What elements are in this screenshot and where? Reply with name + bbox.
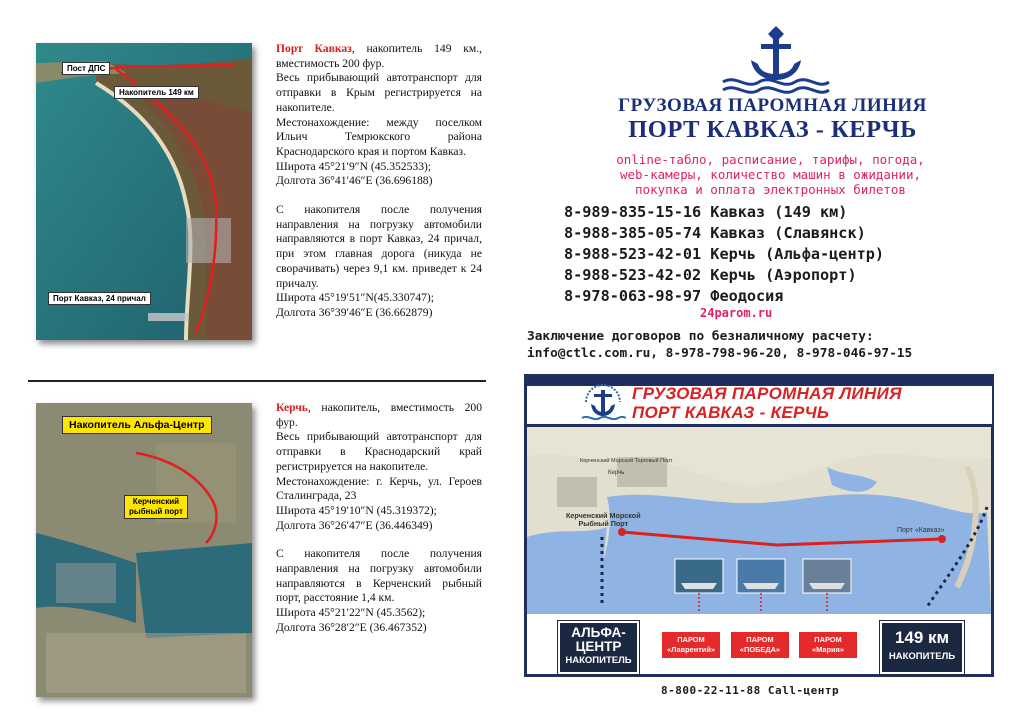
- map-label-trade-port: Керченский Морской Торговый Порт: [580, 458, 673, 464]
- map-label-port-kavkaz: Порт «Кавказ»: [897, 527, 945, 534]
- alfa-title-line1: АЛЬФА-: [571, 625, 626, 640]
- location-paragraph: Местонахождение: г. Керчь, ул. Героев Сталинграда, 23: [276, 474, 482, 503]
- main-title-line2: ПОРТ КАВКАЗ - КЕРЧЬ: [628, 116, 917, 143]
- mini-anchor-logo-icon: [580, 384, 626, 422]
- map-label-kerch: Керчь: [608, 470, 625, 476]
- phone-list: [564, 202, 984, 307]
- ferry-badge: [731, 632, 789, 658]
- online-line: web-камеры, количество машин в ожидании,: [619, 167, 922, 182]
- contract-heading: Заключение договоров по безналичному расчету:: [527, 329, 874, 344]
- section-divider: [28, 380, 486, 382]
- heading-kerch: Керчь: [276, 401, 308, 414]
- latitude: Широта 45°21′22″N (45.3562);: [276, 606, 426, 620]
- longitude: Долгота 36°41′46″E (36.696188): [276, 174, 433, 188]
- phone-item[interactable]: 8-989-835-15-16 Кавказ (149 км): [564, 203, 848, 221]
- anchor-logo-icon: [721, 24, 831, 94]
- alfa-title-line2: ЦЕНТР: [575, 639, 622, 654]
- satellite-photo-kerch: [36, 403, 252, 697]
- label-nakopitel-149: Накопитель 149 км: [114, 86, 199, 99]
- label-line: Керченский: [132, 497, 180, 506]
- main-title-line1: ГРУЗОВАЯ ПАРОМНАЯ ЛИНИЯ: [618, 95, 927, 116]
- paragraph: Весь прибывающий автотранспорт для отправки в Краснодарский край регистрируется на накопителе.: [276, 430, 482, 473]
- text-block-kerch: [276, 401, 482, 636]
- banner-title-line1: ГРУЗОВАЯ ПАРОМНАЯ ЛИНИЯ: [632, 384, 902, 403]
- label-port-kavkaz-24: Порт Кавказ, 24 причал: [48, 292, 151, 305]
- ferry-badge: [662, 632, 720, 658]
- intro-text: , накопитель 149 км., вместимость 200 фур.: [276, 42, 482, 70]
- latitude: Широта 45°21′9″N (45.352533);: [276, 159, 432, 173]
- paragraph: Весь прибывающий автотранспорт для отправки в Крым регистрируется на накопителе.: [276, 71, 482, 114]
- contract-info: [527, 329, 997, 362]
- longitude: Долгота 36°26′47″E (36.446349): [276, 518, 433, 532]
- online-line: online-табло, расписание, тарифы, погода,: [616, 152, 925, 167]
- phone-item[interactable]: 8-988-523-42-02 Керчь (Аэропорт): [564, 266, 857, 284]
- direction-paragraph: С накопителя после получения направления на погрузку автомобили направляются в Керченский рыбный порт, расстояние 1,4 км.: [276, 547, 482, 605]
- phone-item[interactable]: 8-978-063-98-97 Феодосия: [564, 287, 784, 305]
- longitude: Долгота 36°28′2″E (36.467352): [276, 620, 427, 634]
- website-link[interactable]: 24parom.ru: [700, 306, 773, 320]
- location-paragraph: Местонахождение: между поселком Ильич Темрюкского района Краснодарского края и портом Кавказ.: [276, 115, 482, 158]
- label-post-dps: Пост ДПС: [62, 62, 110, 75]
- latitude: Широта 45°19′10″N (45.319372);: [276, 503, 437, 517]
- ferry-label: ПАРОМ: [746, 635, 774, 644]
- map-label-fish-port: [566, 512, 641, 528]
- label-kerch-fish-port: [124, 495, 188, 519]
- label-nakopitel-alfa: Накопитель Альфа-Центр: [62, 416, 212, 434]
- call-center-phone[interactable]: 8-800-22-11-88 Call-центр: [661, 684, 840, 697]
- km-title: 149 км: [894, 628, 950, 647]
- phone-item[interactable]: 8-988-385-05-74 Кавказ (Славянск): [564, 224, 866, 242]
- longitude: Долгота 36°39′46″E (36.662879): [276, 305, 433, 319]
- label-line: Керченский Морской: [566, 511, 641, 520]
- label-line: рыбный порт: [129, 507, 183, 516]
- label-line: Рыбный Порт: [578, 519, 629, 528]
- km-subtitle: НАКОПИТЕЛЬ: [888, 651, 956, 662]
- ferry-name: «Мария»: [812, 645, 844, 654]
- direction-paragraph: С накопителя после получения направления на погрузку автомобили направляются в порт Кавказ, 24 причал, при этом главная дорога (никуда не сворачивать) через 9,1 км. приведет к 24 причалу.: [276, 203, 482, 290]
- text-block-port-kavkaz: [276, 42, 482, 321]
- latitude: Широта 45°19′51″N(45.330747);: [276, 291, 434, 305]
- banner-title-line2: ПОРТ КАВКАЗ - КЕРЧЬ: [632, 403, 830, 422]
- phone-item[interactable]: 8-988-523-42-01 Керчь (Альфа-центр): [564, 245, 885, 263]
- online-line: покупка и оплата электронных билетов: [635, 182, 906, 197]
- nakopitel-149-box: [880, 621, 964, 674]
- ferry-badge: [799, 632, 857, 658]
- contract-contacts[interactable]: info@ctlc.com.ru, 8-978-798-96-20, 8-978-046-97-15: [527, 345, 913, 361]
- ferry-name: «ПОБЕДА»: [739, 645, 781, 654]
- heading-port-kavkaz: Порт Кавказ: [276, 42, 352, 55]
- alfa-subtitle: НАКОПИТЕЛЬ: [565, 655, 632, 666]
- online-services-text: [548, 152, 993, 197]
- alfa-center-box: [558, 621, 639, 674]
- ferry-label: ПАРОМ: [677, 635, 705, 644]
- intro-text: , накопитель, вместимость 200 фур.: [276, 401, 482, 429]
- ferry-label: ПАРОМ: [814, 635, 842, 644]
- ferry-name: «Лаврентий»: [666, 645, 716, 654]
